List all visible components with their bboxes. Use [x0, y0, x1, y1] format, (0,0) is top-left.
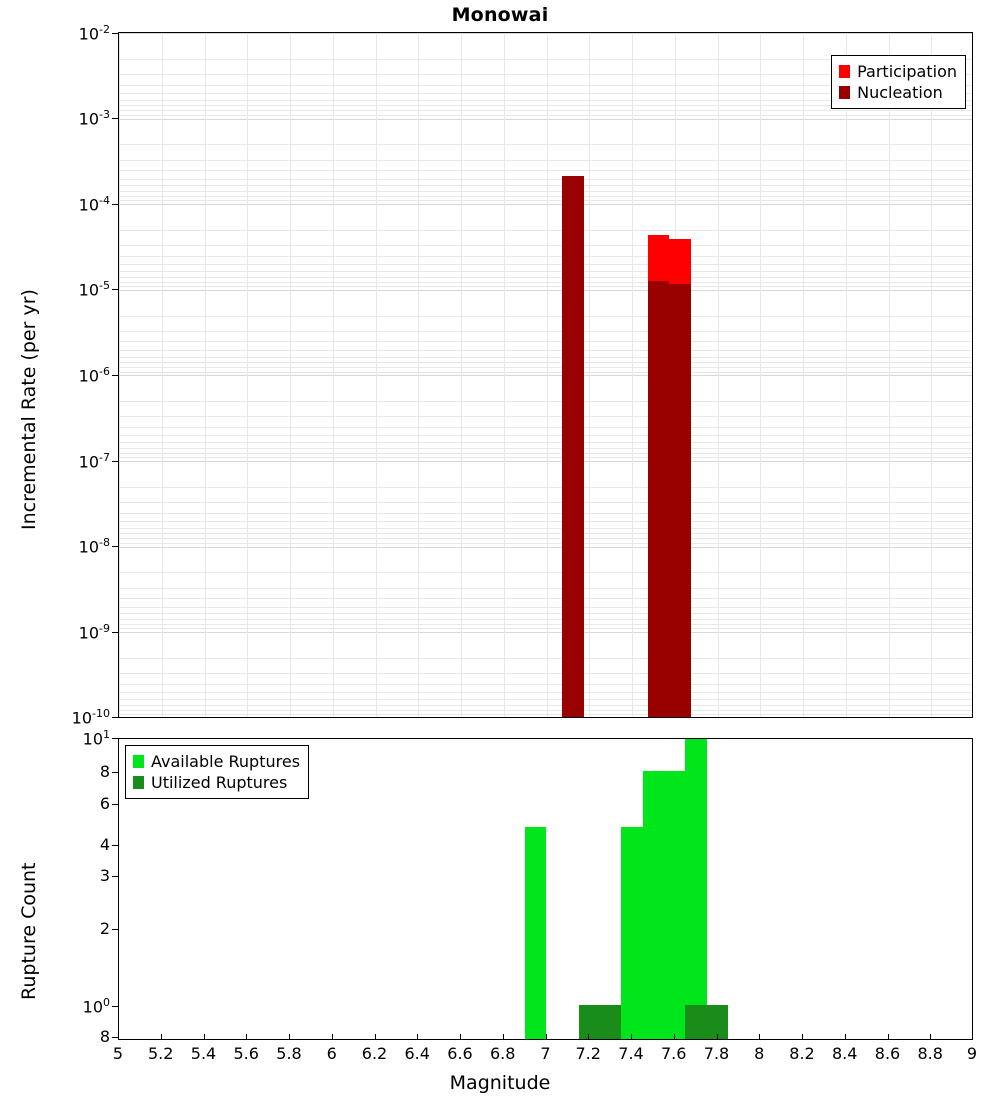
- gridline-v: [290, 33, 291, 717]
- ytick-label: $10^{-4}$: [78, 194, 110, 215]
- legend-swatch-available-ruptures: [133, 755, 144, 768]
- xtick-label: 8.4: [831, 1044, 858, 1063]
- tick-mark: [503, 1034, 504, 1040]
- gridline-v: [376, 33, 377, 717]
- tick-mark: [161, 1034, 162, 1040]
- tick-mark: [112, 738, 118, 739]
- legend-label: Nucleation: [857, 83, 943, 102]
- gridline-v: [247, 33, 248, 717]
- tick-mark: [631, 1034, 632, 1040]
- ytick-label: 8: [99, 762, 110, 781]
- tick-mark: [246, 1034, 247, 1040]
- ytick-label: $10^1$: [82, 728, 110, 749]
- tick-mark: [112, 375, 118, 376]
- gridline-v: [632, 33, 633, 717]
- xtick-label: 9: [966, 1044, 978, 1063]
- y-axis-label-top: Incremental Rate (per yr): [18, 289, 40, 530]
- ytick-label: $10^{-3}$: [78, 108, 110, 129]
- tick-mark: [930, 1034, 931, 1040]
- tick-mark: [588, 1034, 589, 1040]
- legend-swatch-nucleation: [839, 86, 850, 99]
- x-axis-label: Magnitude: [449, 1072, 551, 1094]
- bar-utilized-ruptures: [600, 1005, 621, 1039]
- bar-utilized-ruptures: [579, 1005, 600, 1039]
- xtick-label: 8.8: [917, 1044, 943, 1063]
- xtick-label: 5.4: [190, 1044, 217, 1063]
- ytick-label: 6: [99, 794, 110, 813]
- gridline-v: [760, 33, 761, 717]
- ytick-label: 8: [99, 1027, 110, 1046]
- rupture-count-plot: [118, 738, 973, 1040]
- xtick-label: 8: [754, 1044, 765, 1063]
- xtick-label: 7.4: [618, 1044, 644, 1063]
- gridline-v: [162, 33, 163, 717]
- xtick-label: 7.2: [575, 1044, 601, 1063]
- gridline-v: [547, 33, 548, 717]
- tick-mark: [112, 772, 118, 773]
- tick-mark: [332, 1034, 333, 1040]
- tick-mark: [112, 118, 118, 119]
- gridline-v: [461, 33, 462, 717]
- tick-mark: [375, 1034, 376, 1040]
- tick-mark: [112, 289, 118, 290]
- gridline-v: [504, 33, 505, 717]
- xtick-label: 7: [540, 1044, 551, 1063]
- bar-nucleation: [648, 281, 669, 717]
- legend-item: [839, 82, 957, 103]
- gridline-v: [972, 33, 973, 717]
- tick-mark: [289, 1034, 290, 1040]
- tick-mark: [546, 1034, 547, 1040]
- gridline-v: [803, 33, 804, 717]
- ytick-label: $10^{-10}$: [71, 707, 110, 728]
- tick-mark: [112, 546, 118, 547]
- bar-available-ruptures: [643, 771, 664, 1039]
- tick-mark: [118, 1034, 119, 1040]
- ytick-label: $10^{-7}$: [78, 451, 110, 472]
- xtick-label: 7.6: [660, 1044, 687, 1063]
- bar-available-ruptures: [664, 771, 685, 1039]
- bar-available-ruptures: [685, 739, 706, 1039]
- gridline-v: [931, 33, 932, 717]
- xtick-label: 6.2: [361, 1044, 388, 1063]
- bar-nucleation: [562, 176, 583, 717]
- xtick-label: 7.8: [703, 1044, 730, 1063]
- tick-mark: [845, 1034, 846, 1040]
- tick-mark: [759, 1034, 760, 1040]
- legend-item: [839, 61, 957, 82]
- chart-title: Monowai: [451, 4, 549, 26]
- legend-label: Available Ruptures: [151, 752, 301, 771]
- ytick-label: $10^{-2}$: [78, 23, 110, 44]
- legend-item: [133, 751, 300, 772]
- bar-available-ruptures: [525, 827, 546, 1039]
- tick-mark: [717, 1034, 718, 1040]
- ytick-label: $10^0$: [82, 996, 110, 1017]
- legend-swatch-participation: [839, 65, 850, 78]
- tick-mark: [112, 804, 118, 805]
- gridline-v: [889, 33, 890, 717]
- tick-mark: [112, 876, 118, 877]
- tick-mark: [112, 845, 118, 846]
- bar-available-ruptures: [621, 827, 642, 1039]
- incremental-rate-plot: [118, 32, 973, 718]
- tick-mark: [674, 1034, 675, 1040]
- tick-mark: [112, 204, 118, 205]
- ytick-label: $10^{-5}$: [78, 279, 110, 300]
- xtick-label: 6.6: [447, 1044, 473, 1063]
- tick-mark: [112, 461, 118, 462]
- ytick-label: $10^{-8}$: [78, 536, 110, 557]
- ytick-label: 3: [99, 866, 110, 885]
- bar-utilized-ruptures: [685, 1005, 706, 1039]
- tick-mark: [802, 1034, 803, 1040]
- ytick-label: $10^{-6}$: [78, 365, 110, 386]
- tick-mark: [204, 1034, 205, 1040]
- tick-mark: [888, 1034, 889, 1040]
- legend-label: Participation: [857, 62, 957, 81]
- xtick-label: 8.2: [789, 1044, 815, 1063]
- tick-mark: [112, 632, 118, 633]
- tick-mark: [112, 717, 118, 718]
- gridline-v: [418, 33, 419, 717]
- ytick-label: $10^{-9}$: [78, 622, 110, 643]
- legend-swatch-utilized-ruptures: [133, 776, 144, 789]
- tick-mark: [972, 1034, 973, 1040]
- tick-mark: [112, 33, 118, 34]
- bar-nucleation: [669, 284, 690, 717]
- gridline-v: [846, 33, 847, 717]
- xtick-label: 5.2: [147, 1044, 174, 1063]
- xtick-label: 5: [112, 1044, 124, 1063]
- gridline-v: [589, 33, 590, 717]
- ytick-label: 4: [99, 835, 110, 854]
- tick-mark: [417, 1034, 418, 1040]
- ytick-label: 2: [99, 919, 110, 938]
- gridline-v: [333, 33, 334, 717]
- xtick-label: 5.8: [276, 1044, 302, 1063]
- xtick-label: 6.8: [489, 1044, 516, 1063]
- legend-bottom: [125, 745, 309, 799]
- gridline-v: [119, 33, 120, 717]
- xtick-label: 8.6: [874, 1044, 901, 1063]
- xtick-label: 6: [326, 1044, 337, 1063]
- xtick-label: 6.4: [404, 1044, 430, 1063]
- xtick-label: 5.6: [233, 1044, 259, 1063]
- tick-mark: [112, 1006, 118, 1007]
- y-axis-label-bottom: Rupture Count: [18, 862, 40, 1000]
- legend-top: [831, 55, 966, 109]
- legend-label: Utilized Ruptures: [151, 773, 288, 792]
- tick-mark: [460, 1034, 461, 1040]
- tick-mark: [112, 929, 118, 930]
- legend-item: [133, 772, 300, 793]
- gridline-v: [205, 33, 206, 717]
- gridline-v: [718, 33, 719, 717]
